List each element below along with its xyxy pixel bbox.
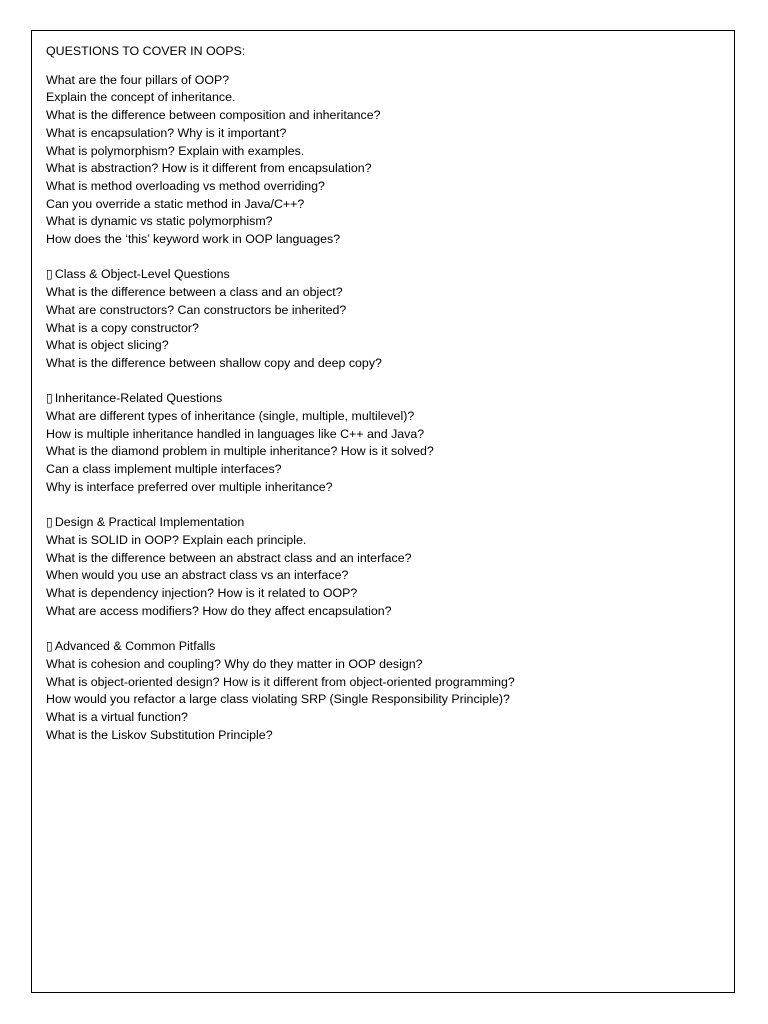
question-line: What is object-oriented design? How is it different from object-oriented programming? <box>46 674 515 689</box>
question-line: What is method overloading vs method overriding? <box>46 178 325 193</box>
question-line: What are constructors? Can constructors be inherited? <box>46 302 347 317</box>
section-heading <box>46 638 726 656</box>
question-line: How would you refactor a large class violating SRP (Single Responsibility Principle)? <box>46 692 510 707</box>
section-inheritance <box>46 390 726 496</box>
missing-glyph-icon: ▯ <box>46 267 53 282</box>
document-content <box>46 43 726 762</box>
document-title: QUESTIONS TO COVER IN OOPS: <box>46 44 246 58</box>
section-heading <box>46 390 726 408</box>
question-line: What is dependency injection? How is it related to OOP? <box>46 586 358 601</box>
question-line: What is the difference between an abstract class and an interface? <box>46 550 412 565</box>
question-line: What is encapsulation? Why is it important? <box>46 125 287 140</box>
question-line: What is the difference between composition and inheritance? <box>46 108 381 123</box>
section-heading-text: Inheritance-Related Questions <box>54 391 223 406</box>
section-heading <box>46 266 726 284</box>
question-line: What is abstraction? How is it different from encapsulation? <box>46 161 372 176</box>
question-line: Can a class implement multiple interfaces? <box>46 462 282 477</box>
question-line: What is SOLID in OOP? Explain each principle. <box>46 532 307 547</box>
question-line: What is the difference between shallow copy and deep copy? <box>46 355 382 370</box>
section-heading-text: Class & Object-Level Questions <box>54 267 230 282</box>
question-line: What is the Liskov Substitution Principle? <box>46 727 273 742</box>
question-line: What is the diamond problem in multiple inheritance? How is it solved? <box>46 444 434 459</box>
section-design <box>46 514 726 620</box>
question-line: What is object slicing? <box>46 338 169 353</box>
question-line: How is multiple inheritance handled in languages like C++ and Java? <box>46 426 425 441</box>
section-class-object <box>46 266 726 372</box>
question-line: When would you use an abstract class vs an interface? <box>46 568 349 583</box>
missing-glyph-icon: ▯ <box>46 391 53 406</box>
question-line: What are the four pillars of OOP? <box>46 72 230 87</box>
question-line: What are access modifiers? How do they affect encapsulation? <box>46 603 392 618</box>
section-heading-text: Advanced & Common Pitfalls <box>54 639 216 654</box>
intro-question-list <box>46 72 726 249</box>
section-heading <box>46 514 726 532</box>
question-line: Can you override a static method in Java/C++? <box>46 196 305 211</box>
section-heading-text: Design & Practical Implementation <box>54 515 245 530</box>
question-line: Explain the concept of inheritance. <box>46 90 236 105</box>
question-line: What is cohesion and coupling? Why do they matter in OOP design? <box>46 656 423 671</box>
question-line: What is the difference between a class and an object? <box>46 285 343 300</box>
question-line: What is polymorphism? Explain with examples. <box>46 143 305 158</box>
missing-glyph-icon: ▯ <box>46 515 53 530</box>
missing-glyph-icon: ▯ <box>46 639 53 654</box>
question-line: What is dynamic vs static polymorphism? <box>46 214 273 229</box>
question-line: What is a virtual function? <box>46 709 188 724</box>
question-line: Why is interface preferred over multiple inheritance? <box>46 479 333 494</box>
question-line: What is a copy constructor? <box>46 320 199 335</box>
question-line: How does the ‘this’ keyword work in OOP languages? <box>46 232 341 247</box>
section-advanced <box>46 638 726 744</box>
question-line: What are different types of inheritance (single, multiple, multilevel)? <box>46 409 415 424</box>
